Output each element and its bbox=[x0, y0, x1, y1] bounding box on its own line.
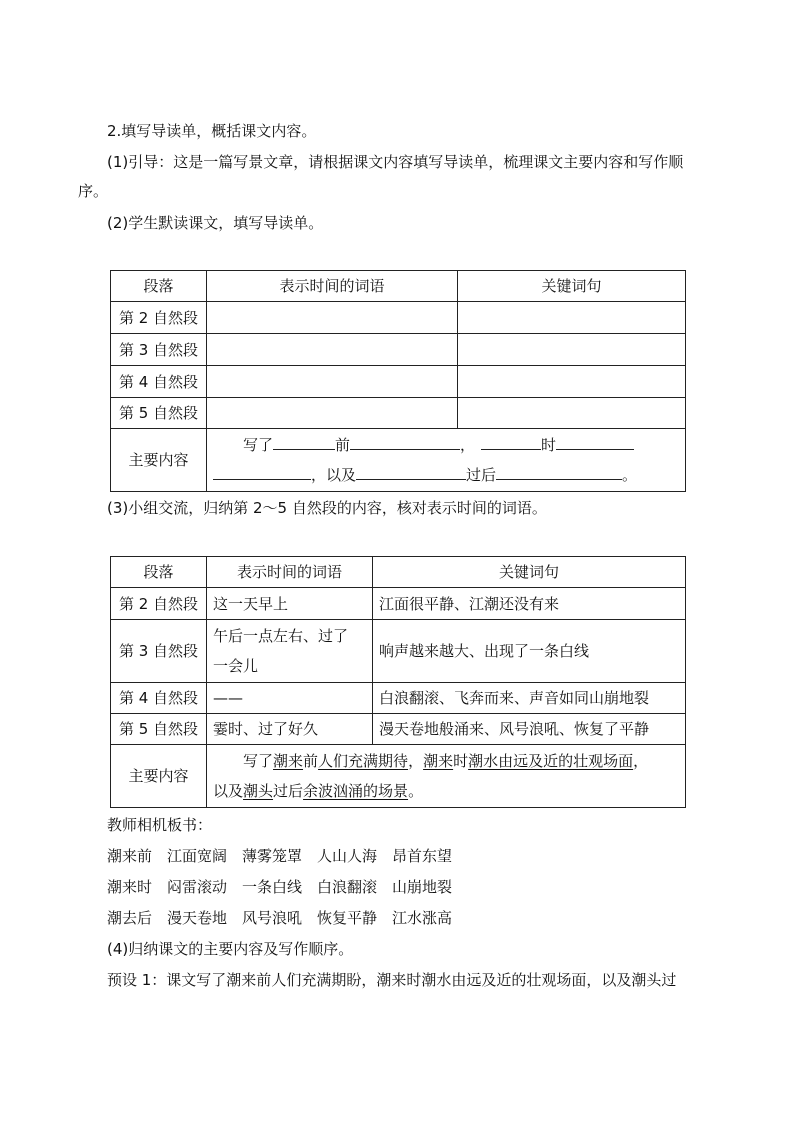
key-sentences-cell[interactable] bbox=[458, 302, 686, 334]
row-label: 第 2 自然段 bbox=[111, 302, 207, 334]
time-words-cell: 这一天早上 bbox=[207, 588, 373, 620]
row-label: 第 5 自然段 bbox=[111, 398, 207, 429]
step1-text-line2: 序。 bbox=[78, 182, 109, 200]
blank-field[interactable] bbox=[556, 433, 634, 450]
step2-text: (2)学生默读课文，填写导读单。 bbox=[107, 214, 324, 232]
table-row bbox=[111, 334, 686, 366]
summary-label: 主要内容 bbox=[111, 745, 207, 808]
summary-text: ，以及 bbox=[311, 466, 357, 484]
summary-text: 写了 bbox=[243, 752, 274, 770]
time-words-cell[interactable] bbox=[207, 366, 458, 398]
row-label: 第 3 自然段 bbox=[111, 620, 207, 683]
time-words-line: 午后一点左右、过了 bbox=[213, 627, 349, 645]
time-words-cell bbox=[207, 620, 373, 683]
underlined-answer: 潮头 bbox=[243, 782, 274, 800]
step4-text: (4)归纳课文的主要内容及写作顺序。 bbox=[107, 940, 354, 958]
time-words-line: 一会儿 bbox=[213, 657, 259, 675]
header-paragraph: 段落 bbox=[111, 271, 207, 302]
table-row bbox=[111, 398, 686, 429]
table-row bbox=[111, 302, 686, 334]
step3-text: (3)小组交流，归纳第 2～5 自然段的内容，核对表示时间的词语。 bbox=[107, 499, 547, 517]
summary-text: 前 bbox=[303, 752, 319, 770]
time-words-cell[interactable] bbox=[207, 334, 458, 366]
row-label: 第 2 自然段 bbox=[111, 588, 207, 620]
table-row bbox=[111, 366, 686, 398]
board-line: 潮去后 漫天卷地 风号浪吼 恢复平静 江水涨高 bbox=[107, 909, 453, 927]
summary-answer-cell bbox=[207, 745, 686, 808]
key-sentences-cell[interactable] bbox=[458, 334, 686, 366]
header-key-sentences: 关键词句 bbox=[373, 557, 686, 588]
table-header-row bbox=[111, 271, 686, 302]
reading-guide-table-blank bbox=[110, 270, 686, 492]
summary-fill-cell bbox=[207, 429, 686, 492]
time-words-cell: —— bbox=[207, 683, 373, 714]
table-row bbox=[111, 588, 686, 620]
summary-text: ， bbox=[460, 436, 476, 454]
key-sentences-cell: 响声越来越大、出现了一条白线 bbox=[373, 620, 686, 683]
row-label: 第 4 自然段 bbox=[111, 683, 207, 714]
summary-text: 。 bbox=[622, 466, 638, 484]
underlined-answer: 潮来 bbox=[273, 752, 304, 770]
header-key-sentences: 关键词句 bbox=[458, 271, 686, 302]
blank-field[interactable] bbox=[273, 433, 335, 450]
header-time-words: 表示时间的词语 bbox=[207, 271, 458, 302]
key-sentences-cell: 漫天卷地般涌来、风号浪吼、恢复了平静 bbox=[373, 714, 686, 745]
summary-text: ， bbox=[408, 752, 424, 770]
blank-field[interactable] bbox=[481, 433, 541, 450]
summary-text: ， bbox=[633, 752, 649, 770]
underlined-answer: 潮来 bbox=[423, 752, 454, 770]
blank-field[interactable] bbox=[496, 463, 622, 480]
blank-field[interactable] bbox=[213, 463, 311, 480]
summary-text: 时 bbox=[453, 752, 469, 770]
table-row bbox=[111, 683, 686, 714]
underlined-answer: 人们充满期待 bbox=[318, 752, 409, 770]
key-sentences-cell[interactable] bbox=[458, 398, 686, 429]
summary-label: 主要内容 bbox=[111, 429, 207, 492]
summary-text: 。 bbox=[408, 782, 424, 800]
key-sentences-cell: 江面很平静、江潮还没有来 bbox=[373, 588, 686, 620]
table-row bbox=[111, 714, 686, 745]
summary-text: 写了 bbox=[243, 436, 274, 454]
summary-text: 过后 bbox=[273, 782, 304, 800]
blank-field[interactable] bbox=[350, 433, 460, 450]
board-line: 潮来时 闷雷滚动 一条白线 白浪翻滚 山崩地裂 bbox=[107, 878, 453, 896]
summary-text: 时 bbox=[541, 436, 557, 454]
time-words-cell: 霎时、过了好久 bbox=[207, 714, 373, 745]
header-paragraph: 段落 bbox=[111, 557, 207, 588]
summary-text: 前 bbox=[335, 436, 351, 454]
table-row bbox=[111, 620, 686, 683]
time-words-cell[interactable] bbox=[207, 398, 458, 429]
summary-text: 以及 bbox=[213, 782, 244, 800]
time-words-cell[interactable] bbox=[207, 302, 458, 334]
header-time-words: 表示时间的词语 bbox=[207, 557, 373, 588]
summary-row bbox=[111, 429, 686, 492]
board-line: 潮来前 江面宽阔 薄雾笼罩 人山人海 昂首东望 bbox=[107, 847, 453, 865]
step1-text-line1: (1)引导：这是一篇写景文章，请根据课文内容填写导读单，梳理课文主要内容和写作顺 bbox=[107, 153, 684, 171]
row-label: 第 3 自然段 bbox=[111, 334, 207, 366]
section-title: 2.填写导读单，概括课文内容。 bbox=[107, 122, 317, 140]
key-sentences-cell[interactable] bbox=[458, 366, 686, 398]
reading-guide-table-answers bbox=[110, 556, 686, 808]
preset1-text: 预设 1：课文写了潮来前人们充满期盼，潮来时潮水由远及近的壮观场面，以及潮头过 bbox=[107, 971, 677, 989]
underlined-answer: 潮水由远及近的壮观场面 bbox=[468, 752, 634, 770]
row-label: 第 4 自然段 bbox=[111, 366, 207, 398]
row-label: 第 5 自然段 bbox=[111, 714, 207, 745]
blank-field[interactable] bbox=[356, 463, 466, 480]
board-title: 教师相机板书： bbox=[107, 816, 213, 834]
key-sentences-cell: 白浪翻滚、飞奔而来、声音如同山崩地裂 bbox=[373, 683, 686, 714]
summary-text: 过后 bbox=[466, 466, 497, 484]
underlined-answer: 余波汹涌的场景 bbox=[303, 782, 409, 800]
summary-row bbox=[111, 745, 686, 808]
table-header-row bbox=[111, 557, 686, 588]
